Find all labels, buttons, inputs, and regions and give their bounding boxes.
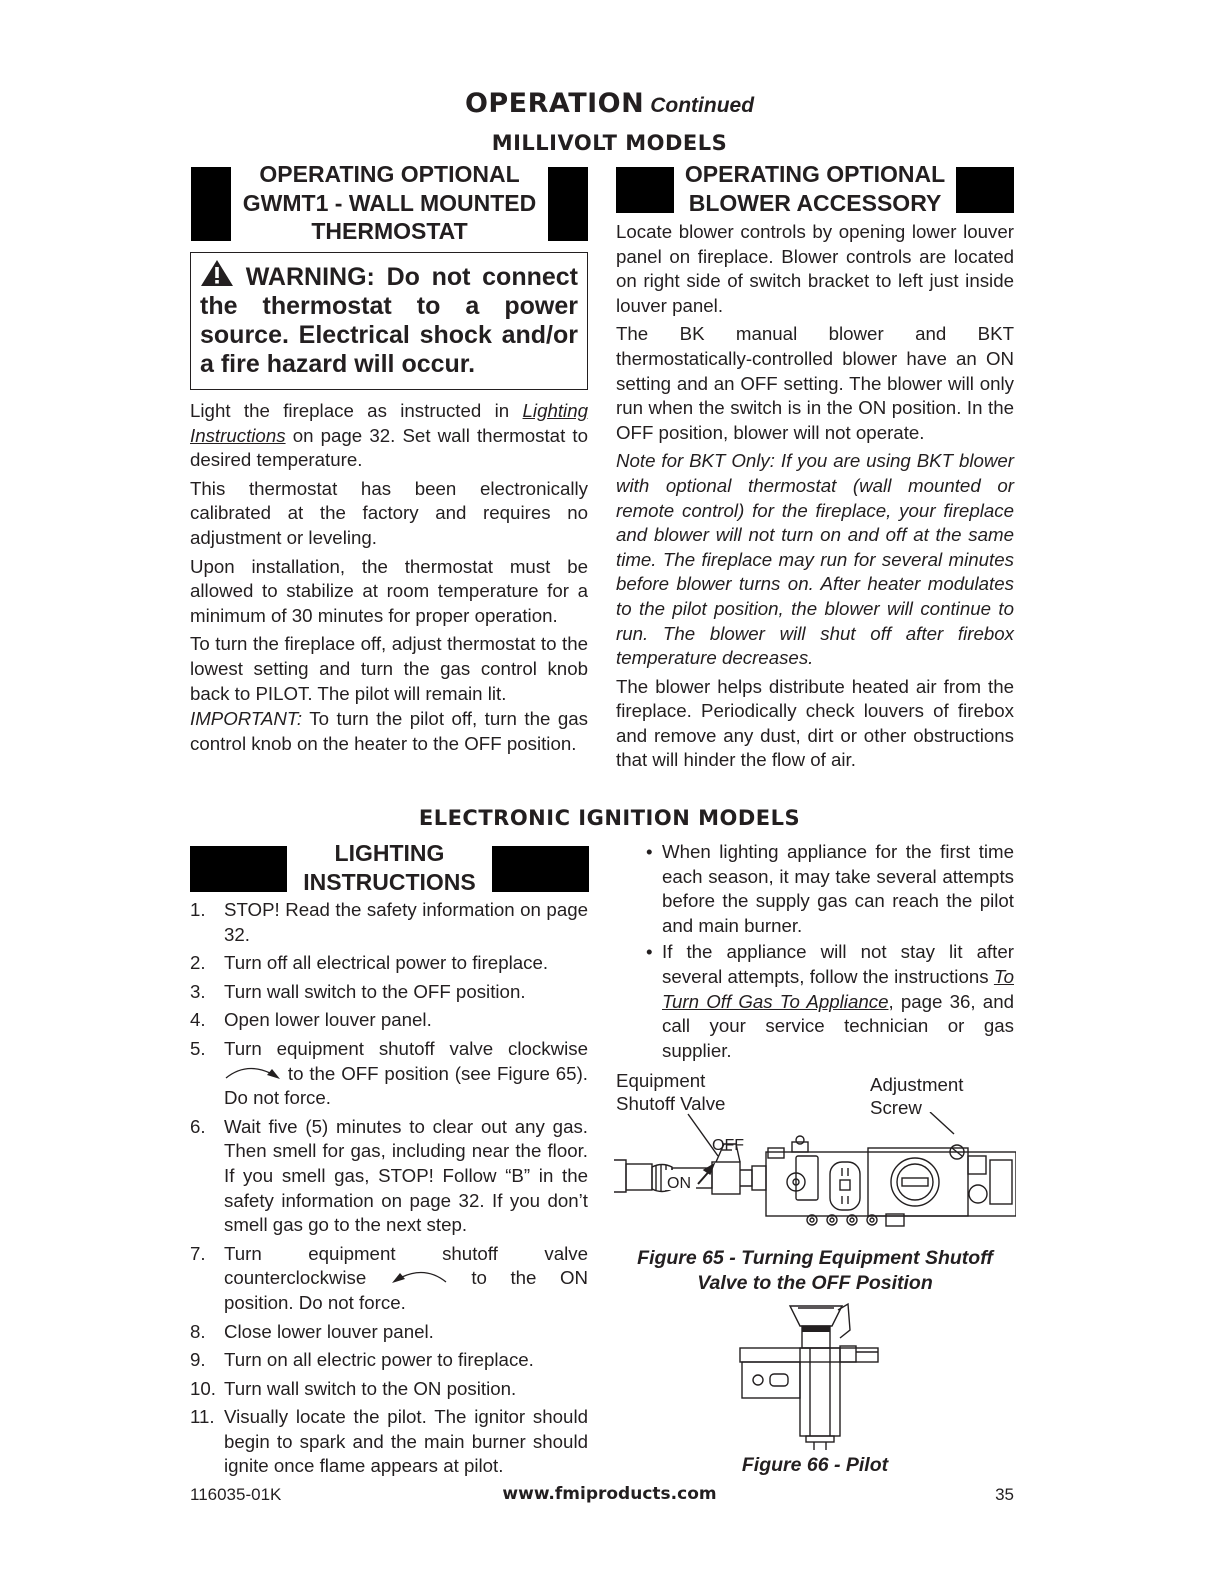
list-item: [190, 1377, 588, 1402]
step-text: Turn off all electrical power to fireplace.: [224, 952, 549, 974]
document-number: 116035-01K: [190, 1485, 282, 1504]
gas-valve-diagram: [612, 1112, 1016, 1238]
step-text: Turn wall switch to the OFF position.: [224, 980, 526, 1002]
bkt-note: Note for BKT Only: If you are using BKT blower with optional thermostat (wall mounted or remote control) for the fireplace, your fireplace and blower will not turn on and off at the same time. The fireplace may run for several minutes before blower turns on. After heater modulates to the pilot position, the blower will continue to run. The blower will shut off after firebox temperature decreases.: [616, 450, 1014, 669]
heading-bar-right: [492, 846, 589, 892]
paragraph: The blower helps distribute heated air from the fireplace. Periodically check louvers of firebox and remove any dust, dirt or other obstructions that will hinder the flow of air.: [616, 675, 1014, 771]
step-text: Turn equipment shutoff valve counterclockwise: [224, 1242, 588, 1289]
page-number: 35: [995, 1485, 1014, 1504]
blower-body: [616, 220, 1014, 777]
list-item: [190, 1037, 588, 1111]
step-number: 7.: [190, 1242, 206, 1264]
warning-triangle-icon: [200, 259, 234, 287]
turn-off-gas-link[interactable]: To Turn Off Gas To Appliance: [662, 965, 1014, 1012]
step-number: 2.: [190, 952, 206, 974]
step-number: 3.: [190, 980, 206, 1002]
clockwise-arrow-icon: [224, 1064, 282, 1080]
caption-line: Figure 65 - Turning Equipment Shutoff: [637, 1247, 993, 1269]
thermostat-heading-line: OPERATING OPTIONAL: [259, 161, 520, 187]
step-text: to the ON position. Do not force.: [224, 1267, 589, 1313]
step-number: 10.: [190, 1377, 216, 1399]
label-line: Equipment: [616, 1070, 706, 1091]
list-item: [190, 898, 588, 947]
section-heading-millivolt: MILLIVOLT MODELS: [491, 131, 728, 155]
step-number: 5.: [190, 1037, 206, 1059]
heading-bar-left: [190, 846, 287, 892]
step-text: Turn wall switch to the ON position.: [224, 1377, 517, 1399]
text-span: Light the fireplace as instructed in: [190, 400, 523, 421]
page-title: [0, 88, 1219, 119]
title-suffix: Continued: [650, 94, 755, 117]
section-heading-electronic: ELECTRONIC IGNITION MODELS: [418, 806, 801, 830]
step-text: Turn on all electric power to fireplace.: [224, 1349, 534, 1371]
warning-box: [190, 252, 588, 390]
bullet-text: , page 36, and call your service technician or gas supplier.: [662, 990, 1014, 1061]
label-shutoff-valve: [616, 1070, 725, 1115]
lighting-instructions-link[interactable]: Lighting Instructions: [190, 400, 588, 446]
heading-bar-right: [956, 167, 1014, 213]
heading-bar-right: [548, 167, 588, 241]
lighting-steps: [190, 898, 588, 1483]
list-item: [190, 1008, 588, 1033]
blower-heading-line: OPERATING OPTIONAL: [684, 161, 946, 187]
step-number: 8.: [190, 1320, 206, 1342]
step-number: 4.: [190, 1009, 206, 1031]
thermostat-heading-line: THERMOSTAT: [311, 218, 468, 244]
important-label: IMPORTANT:: [190, 708, 303, 730]
bullet-text: When lighting appliance for the first time each season, it may take several attempts before the supply gas can reach the pilot and main burner.: [662, 841, 1014, 936]
heading-bar-left: [616, 167, 674, 213]
lighting-heading-line: LIGHTING: [334, 840, 445, 866]
title-main: OPERATION: [464, 88, 645, 119]
counterclockwise-arrow-icon: [390, 1268, 448, 1284]
caption-line: Valve to the OFF Position: [697, 1272, 933, 1294]
step-number: 1.: [190, 899, 206, 920]
lighting-heading: [287, 839, 492, 896]
step-text: Close lower louver panel.: [224, 1320, 434, 1342]
bullet-item: • If the appliance will not stay lit after several attempts, follow the instructions To Turn Off Gas To Appliance, page 36, and call your service technician or gas supplier.: [646, 941, 1014, 1061]
label-off: OFF: [712, 1137, 744, 1154]
step-text: STOP! Read the safety information on page 32.: [224, 899, 588, 945]
step-number: 9.: [190, 1349, 206, 1371]
list-item: [190, 1320, 588, 1345]
paragraph: To turn the fireplace off, adjust thermostat to the lowest setting and turn the gas control knob back to PILOT. The pilot will remain lit.: [190, 633, 588, 704]
step-text: to the OFF position (see Figure 65). Do not force.: [224, 1062, 588, 1109]
warning-label: WARNING:: [245, 263, 375, 291]
paragraph: Upon installation, the thermostat must be allowed to stabilize at room temperature for a minimum of 30 minutes for proper operation.: [190, 555, 588, 626]
label-line: Shutoff Valve: [616, 1092, 726, 1114]
figure-66-caption: Figure 66 - Pilot: [741, 1454, 889, 1476]
step-text: Wait five (5) minutes to clear out any gas. Then smell for gas, including near the floor. If you smell gas, STOP! Follow “B” in the safety information on page 32. If you don’t smell gas go to the next step.: [224, 1115, 588, 1236]
label-line: Screw: [870, 1096, 922, 1118]
heading-bar-left: [191, 167, 231, 241]
figure-65-caption: [616, 1246, 1014, 1296]
list-item: [190, 1115, 588, 1238]
list-item: [190, 980, 588, 1005]
paragraph: The BK manual blower and BKT thermostatically-controlled blower have an ON setting and an OFF setting. The blower will only run when the switch is in the ON position. In the OFF position, blower will not operate.: [616, 323, 1014, 443]
website-link[interactable]: www.fmiproducts.com: [502, 1484, 717, 1504]
paragraph: This thermostat has been electronically calibrated at the factory and requires no adjustment or leveling.: [190, 477, 588, 548]
paragraph: [190, 707, 588, 756]
thermostat-heading-line: GWMT1 - WALL MOUNTED: [242, 189, 537, 216]
text-span: on page 32. Set wall thermostat to desired temperature.: [190, 424, 588, 471]
bullet-text: If the appliance will not stay lit after several attempts, follow the instructions: [662, 941, 1014, 987]
blower-heading-line: BLOWER ACCESSORY: [688, 189, 942, 216]
list-item: [190, 1348, 588, 1373]
warning-text: Do not connect the thermostat to a power source. Electrical shock and/or a fire hazard will occur.: [200, 263, 578, 378]
lighting-notes: [646, 840, 1014, 1065]
list-item: [190, 1405, 588, 1479]
bullet-item: • When lighting appliance for the first time each season, it may take several attempts before the supply gas can reach the pilot and main burner.: [646, 841, 1014, 936]
paragraph: Locate blower controls by opening lower louver panel on fireplace. Blower controls are located on right side of switch bracket to left just inside louver panel.: [616, 221, 1014, 316]
thermostat-body: [190, 399, 588, 760]
list-item: [190, 951, 588, 976]
step-text: Visually locate the pilot. The ignitor should begin to spark and the main burner should ignite once flame appears at pilot.: [224, 1406, 588, 1477]
label-on: ON: [667, 1175, 691, 1192]
thermostat-heading: [231, 160, 548, 246]
lighting-heading-line: INSTRUCTIONS: [303, 868, 476, 895]
text-span: To turn the pilot off, turn the gas control knob on the heater to the OFF position.: [190, 708, 588, 754]
paragraph: [190, 399, 588, 473]
label-line: Adjustment: [870, 1074, 964, 1095]
pilot-diagram: [738, 1300, 880, 1450]
step-number: 11.: [190, 1406, 215, 1428]
step-text: Open lower louver panel.: [224, 1009, 432, 1031]
list-item: [190, 1242, 588, 1316]
blower-heading: [674, 160, 956, 217]
step-number: 6.: [190, 1115, 206, 1137]
step-text: Turn equipment shutoff valve clockwise: [224, 1037, 588, 1059]
